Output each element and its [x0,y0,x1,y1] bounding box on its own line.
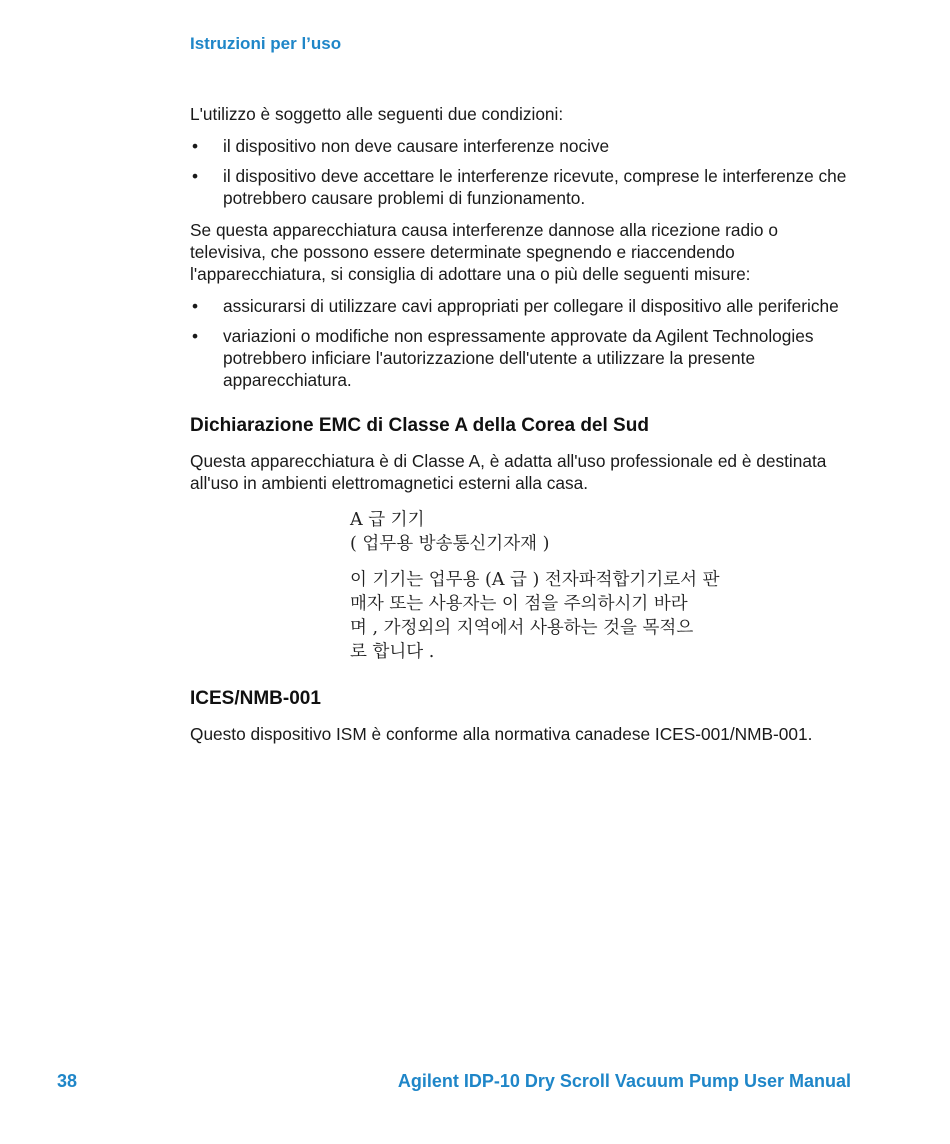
list-item-text: variazioni o modifiche non espressamente approvate da Agilent Technologies potrebbero inficiare l'autorizzazione dell'utente a utilizzare la presente apparecchiatura. [223,326,814,390]
list-item-text: il dispositivo non deve causare interferenze nocive [223,136,610,156]
list-item [190,295,855,317]
ices-heading: ICES/NMB-001 [190,688,321,709]
korean-notice-line: 이 기기는 업무용 (A 급 ) 전자파적합기기로서 판 [350,570,720,590]
korean-notice-line: 매자 또는 사용자는 이 점을 주의하시기 바라 [350,594,688,614]
list-item-text: assicurarsi di utilizzare cavi appropriati per collegare il dispositivo alle periferiche [223,296,839,316]
page-number: 38 [57,1071,78,1091]
measures-list [190,295,855,391]
list-item-text: il dispositivo deve accettare le interferenze ricevute, comprese le interferenze che potrebbero causare problemi di funzionamento. [223,166,847,208]
korean-class-a-notice [350,508,855,664]
bullet-icon: • [192,296,199,316]
intro-paragraph: L'utilizzo è soggetto alle seguenti due condizioni: [190,104,564,124]
korean-notice-line: 로 합니다 . [350,642,435,662]
spacer [350,556,855,568]
bullet-icon: • [192,166,199,186]
bullet-icon: • [192,326,199,346]
interference-paragraph: Se questa apparecchiatura causa interferenze dannose alla ricezione radio o televisiva, che possono essere determinate spegnendo e riaccendendo l'apparecchiatura, si consiglia di adottare una o più delle seguenti misure: [190,220,778,284]
korean-notice-line: A 급 기기 [350,510,425,530]
korea-emc-heading: Dichiarazione EMC di Classe A della Corea del Sud [190,415,649,436]
manual-title: Agilent IDP-10 Dry Scroll Vacuum Pump User Manual [397,1071,851,1091]
list-item [190,165,855,209]
list-item [190,135,855,157]
ices-paragraph: Questo dispositivo ISM è conforme alla normativa canadese ICES-001/NMB-001. [190,724,813,744]
page-content [190,103,855,755]
bullet-icon: • [192,136,199,156]
conditions-list [190,135,855,209]
list-item [190,325,855,391]
korean-notice-line: 며 , 가정외의 지역에서 사용하는 것을 목적으 [350,618,694,638]
korean-notice-line: ( 업무용 방송통신기자재 ) [350,534,550,554]
section-header: Istruzioni per l’uso [190,34,342,53]
korea-emc-paragraph: Questa apparecchiatura è di Classe A, è adatta all'uso professionale ed è destinata all'uso in ambienti elettromagnetici esterni alla casa. [190,451,827,493]
